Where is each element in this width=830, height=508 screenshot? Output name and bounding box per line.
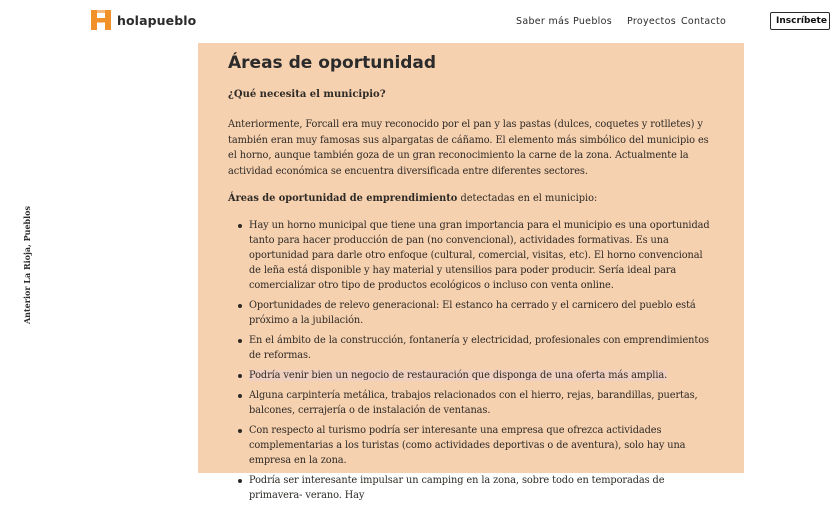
logo[interactable] xyxy=(91,10,196,30)
areas-bold: Áreas de oportunidad de emprendimiento xyxy=(228,193,458,204)
list-item: Hay un horno municipal que tiene una gran importancia para el municipio es una oportunidad tanto para hacer producción de pan (no convencional), actividades formativas. Es una oportunidad para darle otro enfoque (cultural, comercial, visitas, etc). El horno convencional de leña está disponible y hay material y utensilios para poder producir. Sería ideal para comercializar otro tipo de productos ecológicos o incluso con venta online. xyxy=(238,218,716,293)
previous-post-link[interactable]: Anterior La Rioja, Pueblos xyxy=(22,205,32,325)
list-item: Alguna carpintería metálica, trabajos relacionados con el hierro, rejas, barandillas, puertas, balcones, cerrajería o de instalación de ventanas. xyxy=(238,388,716,418)
nav-saber-mas[interactable]: Saber más xyxy=(516,16,570,27)
areas-rest: detectadas en el municipio: xyxy=(457,193,598,204)
signup-button[interactable]: Inscríbete xyxy=(770,12,830,30)
article-title: Áreas de oportunidad xyxy=(228,53,437,73)
article-content xyxy=(228,53,716,508)
list-item: En el ámbito de la construcción, fontanería y electricidad, profesionales con emprendimientos de reformas. xyxy=(238,333,716,363)
opportunity-list xyxy=(228,218,716,503)
list-item: Oportunidades de relevo generacional: El estanco ha cerrado y el carnicero del pueblo está próximo a la jubilación. xyxy=(238,298,716,328)
list-item: Con respecto al turismo podría ser interesante una empresa que ofrezca actividades complementarias a los turistas (como actividades deportivas o de aventura), solo hay una empresa en la zona. xyxy=(238,423,716,468)
nav-contacto[interactable]: Contacto xyxy=(681,16,727,27)
article-card xyxy=(198,43,744,501)
intro-paragraph: Anteriormente, Forcall era muy reconocido por el pan y las pastas (dulces, coquetes y rotlletes) y también eran muy famosas sus alpargatas de cáñamo. El elemento más simbólico del municipio es el horno, aunque también goza de un gran reconocimiento la carne de la zona. Actualmente la actividad económica se encuentra diversificada entre diferentes sectores. xyxy=(228,119,709,177)
areas-heading xyxy=(228,193,716,204)
logo-text: holapueblo xyxy=(117,12,197,28)
list-item: Podría ser interesante impulsar un camping en la zona, sobre todo en temporadas de primavera- verano. Hay xyxy=(238,473,716,503)
list-item-highlighted: Podría venir bien un negocio de restauración que disponga de una oferta más amplia. xyxy=(238,368,716,383)
site-header xyxy=(0,0,827,43)
nav-pueblos[interactable]: Pueblos xyxy=(573,16,612,27)
logo-h-icon xyxy=(91,10,111,30)
nav-proyectos[interactable]: Proyectos xyxy=(627,16,676,27)
question-heading: ¿Qué necesita el municipio? xyxy=(228,89,386,100)
